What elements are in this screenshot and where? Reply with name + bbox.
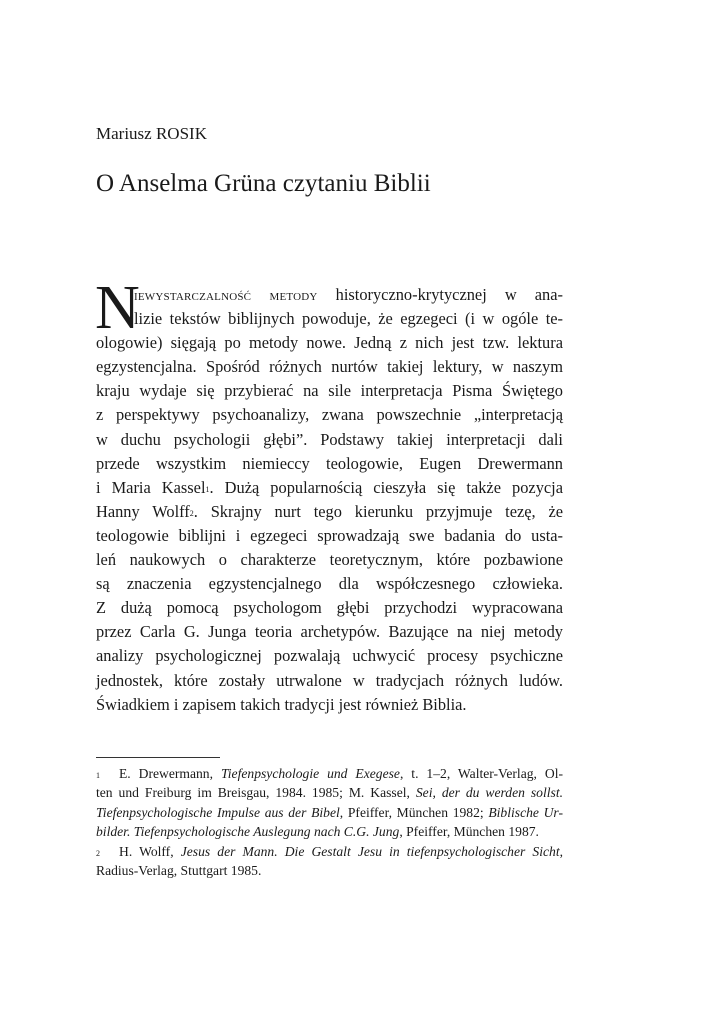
text-line: egzystencjalna. Spośród różnych nurtów takiej lektury, w naszym <box>96 357 563 377</box>
text-line: przez Carla G. Junga teoria archetypów. Bazujące na niej metody <box>96 622 563 642</box>
text-line: teologowie biblijni i egzegeci sprowadzają swe badania do usta- <box>96 525 563 545</box>
footnote-1-line: Tiefenpsychologische Impulse aus der Bibel, Pfeiffer, München 1982; Biblische Ur- <box>96 804 563 820</box>
text-line: przede wszystkim niemieccy teologowie, Eugen Drewermann <box>96 453 563 473</box>
footnote-2: 2 H. Wolff, Jesus der Mann. Die Gestalt Jesu in tiefenpsychologischer Sicht, <box>96 843 564 859</box>
text-line: i Maria Kassel$^1$. Dużą popularnością cieszyła się także pozycja <box>96 477 564 497</box>
text-line: analizy psychologicznej pozwalają uchwycić procesy psychiczne <box>96 646 563 666</box>
main-paragraph <box>95 274 564 717</box>
text-line: z perspektywy psychoanalizy, zwana powszechnie „interpretacją <box>96 405 563 425</box>
footnote-2-line: Radius-Verlag, Stuttgart 1985. <box>96 862 262 878</box>
footnote-1: 1 E. Drewermann, Tiefenpsychologie und Exegese, t. 1–2, Walter-Verlag, Ol- <box>96 766 564 781</box>
article-title: O Anselma Grüna czytaniu Biblii <box>96 170 431 197</box>
text-line: leń naukowych o charakterze teoretycznym, które pozbawione <box>96 550 563 570</box>
text-line: Z dużą pomocą psychologom głębi przychodzi wypracowana <box>96 598 563 618</box>
footnote-ref-2[interactable]: 2 <box>189 508 194 518</box>
lead-smallcaps: iewystarczalność metody <box>134 285 318 304</box>
footnote-ref-1[interactable]: 1 <box>205 484 210 494</box>
text-line: są znaczenia egzystencjalnego dla współczesnego człowieka. <box>96 574 563 594</box>
text-line: Hanny Wolff$^2$. Skrajny nurt tego kierunku przyjmuje tezę, że <box>96 501 563 521</box>
text-line: jednostek, które zostały utrwalone w tradycjach różnych ludów. <box>96 670 563 690</box>
text-line: kraju wydaje się przybierać na sile interpretacja Pisma Świętego <box>96 381 563 401</box>
author-name: Mariusz ROSIK <box>96 124 207 143</box>
text-line: Świadkiem i zapisem takich tradycji jest również Biblia. <box>96 694 467 714</box>
drop-cap: N <box>95 274 140 342</box>
text-line: w duchu psychologii głębi”. Podstawy takiej interpretacji dali <box>96 429 563 449</box>
footnote-1-line: bilder. Tiefenpsychologische Auslegung nach C.G. Jung, Pfeiffer, München 1987. <box>96 824 539 840</box>
text-line: ologowie) sięgają po metody nowe. Jedną z nich jest tzw. lektura <box>96 333 563 353</box>
footnote-1-line: ten und Freiburg im Breisgau, 1984. 1985; M. Kassel, Sei, der du werden sollst. <box>96 785 563 801</box>
footnotes <box>96 764 563 880</box>
text-line: lizie tekstów biblijnych powoduje, że egzegeci (i w ogóle te- <box>134 309 563 329</box>
footnote-divider <box>96 757 220 758</box>
text-line: N iewystarczalność metody historyczno-krytycznej w ana- <box>95 274 563 342</box>
